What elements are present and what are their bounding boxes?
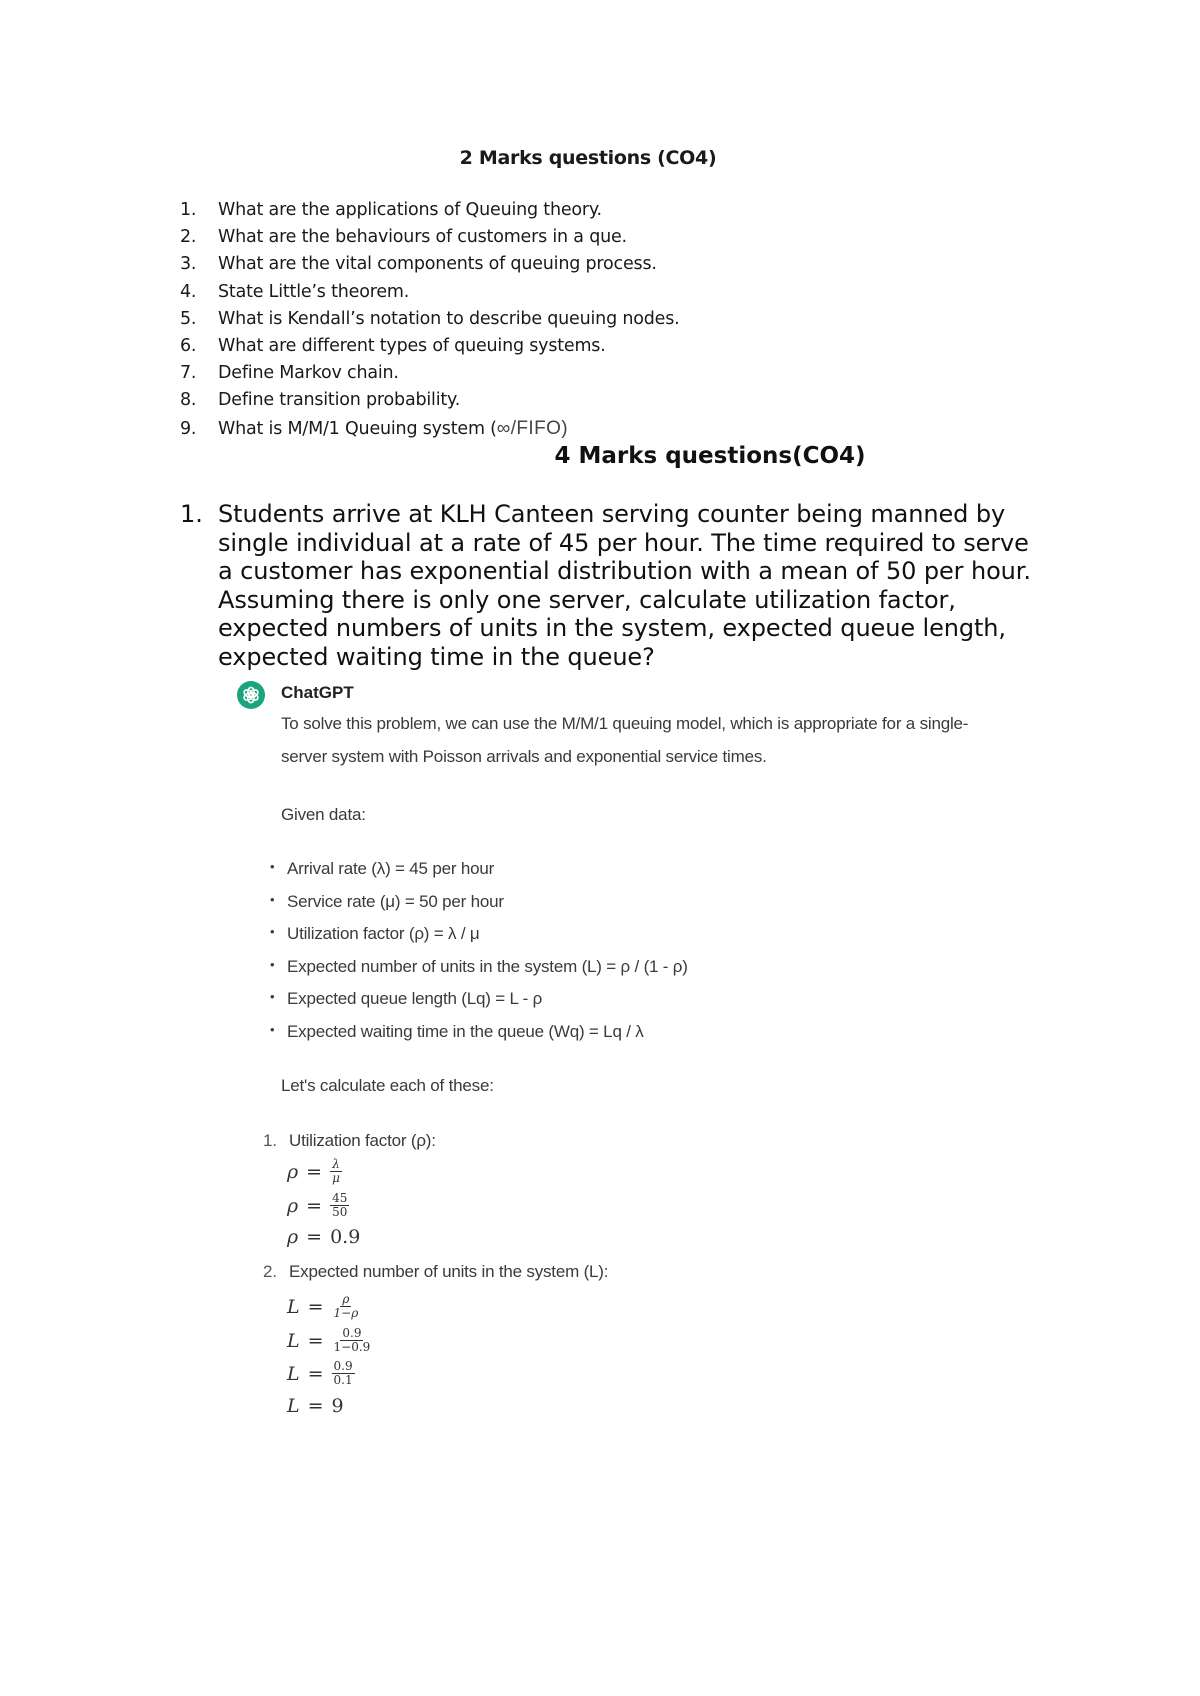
fraction-denominator: 1−0.9 bbox=[333, 1340, 371, 1354]
equation-lhs: L bbox=[287, 1395, 300, 1417]
given-item-text: Expected number of units in the system (L) = ρ / (1 - ρ) bbox=[287, 956, 688, 976]
list-item bbox=[180, 418, 680, 445]
question-text: Define Markov chain. bbox=[218, 363, 399, 384]
list-item bbox=[270, 924, 688, 957]
list-item bbox=[270, 989, 688, 1022]
fraction-numerator: 0.9 bbox=[333, 1359, 353, 1373]
fraction-denominator: 1−ρ bbox=[333, 1306, 359, 1320]
given-data-list bbox=[270, 859, 688, 1055]
question-text: What is Kendall’s notation to describe queuing nodes. bbox=[218, 308, 680, 329]
equation-lhs: ρ bbox=[287, 1226, 299, 1248]
assistant-name: ChatGPT bbox=[281, 683, 354, 702]
question-line: a customer has exponential distribution with a mean of 50 per hour. bbox=[218, 557, 1031, 586]
question-number: 3. bbox=[180, 254, 197, 275]
openai-logo-icon bbox=[237, 681, 265, 709]
equation: ρ = $\frac{\lambda}{\mu}$ bbox=[287, 1157, 340, 1185]
given-item-text: Expected queue length (Lq) = L - ρ bbox=[287, 989, 543, 1009]
equation: ρ = 0.9 bbox=[287, 1226, 361, 1248]
list-item bbox=[180, 254, 680, 281]
given-data-label: Given data: bbox=[281, 805, 366, 824]
list-item bbox=[180, 363, 680, 390]
step-heading bbox=[263, 1262, 608, 1282]
step-heading bbox=[263, 1131, 436, 1151]
equation-value: 9 bbox=[331, 1395, 344, 1417]
question-text: State Little’s theorem. bbox=[218, 281, 410, 302]
step-label: Expected number of units in the system (L): bbox=[289, 1262, 609, 1281]
question-text: What are different types of queuing systems. bbox=[218, 335, 606, 356]
step-number: 2. bbox=[263, 1262, 277, 1281]
question-number: 4. bbox=[180, 281, 197, 302]
fraction-denominator: 50 bbox=[332, 1205, 348, 1219]
question-text: What are the vital components of queuing process. bbox=[218, 254, 657, 275]
bullet-icon: • bbox=[270, 924, 275, 940]
equation-lhs: L bbox=[287, 1295, 300, 1318]
section-2marks-title: 2 Marks questions (CO4) bbox=[459, 147, 717, 169]
equation: ρ = $\frac{45}{50}$ bbox=[287, 1191, 348, 1219]
equation: L = $\frac{0.9}{0.1}$ bbox=[287, 1359, 353, 1387]
list-item bbox=[270, 1022, 688, 1055]
question-text-suffix: ∞/FIFO) bbox=[496, 417, 569, 439]
fraction bbox=[330, 1158, 342, 1185]
bullet-icon: • bbox=[270, 989, 275, 1005]
list-item bbox=[270, 859, 688, 892]
list-item bbox=[180, 200, 680, 227]
question-number: 2. bbox=[180, 227, 197, 248]
question-number: 5. bbox=[180, 308, 197, 329]
fraction-numerator: 45 bbox=[332, 1191, 348, 1205]
list-item bbox=[180, 390, 680, 417]
bullet-icon: • bbox=[270, 891, 275, 907]
fraction-denominator: μ bbox=[332, 1171, 340, 1185]
list-item bbox=[180, 336, 680, 363]
question-line: single individual at a rate of 45 per hour. The time required to serve bbox=[218, 528, 1029, 557]
question-line: Students arrive at KLH Canteen serving counter being manned by bbox=[218, 500, 1006, 528]
question-number: 6. bbox=[180, 335, 197, 356]
question-number: 1. bbox=[180, 500, 203, 528]
question-text: What are the behaviours of customers in a que. bbox=[218, 227, 627, 248]
question-line: expected waiting time in the queue? bbox=[218, 642, 655, 671]
given-item-text: Service rate (μ) = 50 per hour bbox=[287, 891, 504, 911]
list-item bbox=[180, 309, 680, 336]
bullet-icon: • bbox=[270, 956, 275, 972]
equation-lhs: L bbox=[287, 1362, 300, 1385]
fraction-numerator: 0.9 bbox=[342, 1326, 362, 1340]
fraction-denominator: 0.1 bbox=[333, 1373, 353, 1387]
question-number: 8. bbox=[180, 390, 197, 411]
bullet-icon: • bbox=[270, 1021, 275, 1037]
fraction-numerator: λ bbox=[332, 1157, 340, 1171]
fraction-numerator: ρ bbox=[342, 1292, 350, 1306]
calculate-label: Let's calculate each of these: bbox=[281, 1076, 494, 1095]
long-question bbox=[180, 500, 1060, 672]
given-item-text: Utilization factor (ρ) = λ / μ bbox=[287, 924, 480, 944]
question-text: Define transition probability. bbox=[218, 390, 461, 411]
fraction bbox=[332, 1327, 373, 1354]
list-item bbox=[180, 227, 680, 254]
equation-lhs: ρ bbox=[287, 1160, 299, 1183]
step-number: 1. bbox=[263, 1131, 277, 1150]
fraction bbox=[330, 1192, 349, 1219]
list-item bbox=[270, 957, 688, 990]
equation: L = $\frac{0.9}{1-0.9}$ bbox=[287, 1326, 371, 1354]
list-item bbox=[180, 282, 680, 309]
question-text: What is M/M/1 Queuing system ( bbox=[218, 418, 497, 439]
bullet-icon: • bbox=[270, 859, 275, 874]
fraction bbox=[332, 1293, 361, 1320]
question-line: Assuming there is only one server, calculate utilization factor, bbox=[218, 585, 956, 614]
equation-value: 0.9 bbox=[330, 1226, 361, 1248]
question-number: 9. bbox=[180, 418, 197, 439]
section-4marks-title: 4 Marks questions(CO4) bbox=[554, 443, 866, 469]
answer-intro-line: To solve this problem, we can use the M/M/1 queuing model, which is appropriate for a single- bbox=[281, 714, 969, 733]
question-list-2marks bbox=[180, 200, 680, 445]
given-item-text: Arrival rate (λ) = 45 per hour bbox=[287, 859, 495, 878]
equation: L = $\frac{\rho}{1-\rho}$ bbox=[287, 1292, 359, 1320]
question-text: What are the applications of Queuing theory. bbox=[218, 200, 602, 220]
equation: L = 9 bbox=[287, 1395, 344, 1417]
given-item-text: Expected waiting time in the queue (Wq) = Lq / λ bbox=[287, 1021, 644, 1041]
answer-intro-line: server system with Poisson arrivals and exponential service times. bbox=[281, 747, 767, 766]
fraction bbox=[332, 1360, 355, 1387]
question-number: 1. bbox=[180, 200, 197, 220]
question-number: 7. bbox=[180, 363, 197, 384]
equation-lhs: L bbox=[287, 1329, 300, 1352]
question-line: expected numbers of units in the system, expected queue length, bbox=[218, 614, 1006, 643]
step-label: Utilization factor (ρ): bbox=[289, 1131, 436, 1150]
list-item bbox=[270, 892, 688, 925]
equation-lhs: ρ bbox=[287, 1194, 299, 1217]
